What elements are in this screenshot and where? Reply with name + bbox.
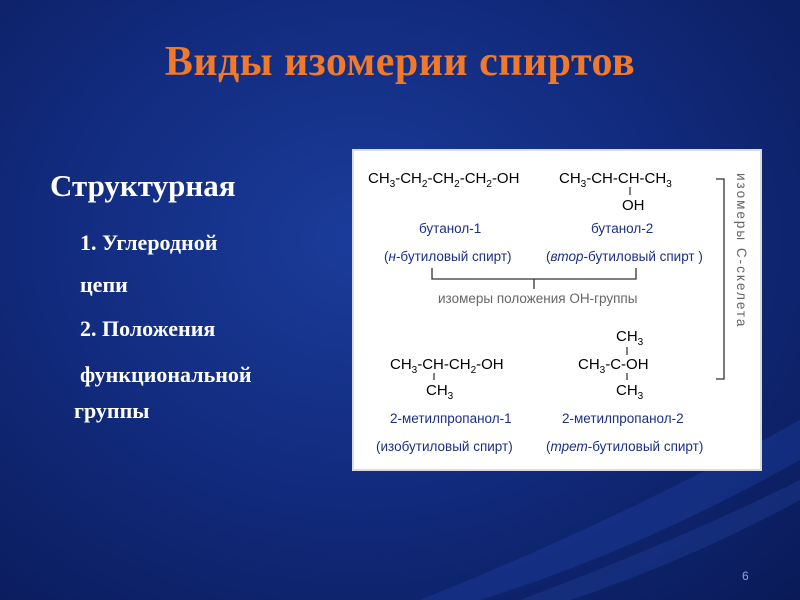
chain-isomers-bracket [716, 179, 724, 379]
label-butanol-1: бутанол-1 [419, 221, 482, 236]
isomers-figure [352, 149, 762, 471]
list-item: 2. Положения [80, 316, 216, 341]
isomerism-type-heading: Структурная [50, 168, 236, 203]
label-chain-isomers: изомеры С-скелета [734, 173, 749, 329]
slide-title: Виды изомерии спиртов [164, 39, 636, 85]
formula-bottom-methyl: $CH_3$ [616, 382, 644, 402]
label-butanol-2: бутанол-2 [591, 221, 654, 236]
label-position-isomers: изомеры положения OH-группы [438, 291, 638, 306]
formula-2-methylpropanol-1: $CH_3-CH-CH_2-OH$ [390, 356, 504, 376]
position-isomers-bracket [432, 268, 636, 279]
list-item: цепи [80, 272, 128, 297]
label-tert-butyl-alcohol: (трет-бутиловый спирт) [546, 439, 704, 454]
list-item: функциональной [80, 362, 252, 387]
formula-methyl-branch: $CH_3$ [426, 382, 454, 402]
formula-butanol-2-oh: OH [622, 197, 645, 214]
formula-top-methyl: $CH_3$ [616, 328, 644, 348]
isomers-diagram [354, 151, 764, 473]
formula-2-methylpropanol-2: $CH_3-C-OH$ [578, 356, 649, 376]
list-item: группы [74, 398, 150, 423]
formula-butanol-2: $CH_3-CH-CH-CH_3$ [559, 170, 672, 190]
label-sec-butyl-alcohol: (втор-бутиловый спирт ) [546, 249, 703, 264]
label-isobutyl-alcohol: (изобутиловый спирт) [376, 439, 513, 454]
list-item: 1. Углеродной [80, 230, 218, 255]
page-number: 6 [742, 569, 749, 583]
label-2-methylpropanol-2: 2-метилпропанол-2 [562, 411, 684, 426]
label-2-methylpropanol-1: 2-метилпропанол-1 [390, 411, 512, 426]
formula-butanol-1: $CH_3-CH_2-CH_2-CH_2-OH$ [368, 170, 520, 190]
label-n-butyl-alcohol: (н-бутиловый спирт) [384, 249, 512, 264]
